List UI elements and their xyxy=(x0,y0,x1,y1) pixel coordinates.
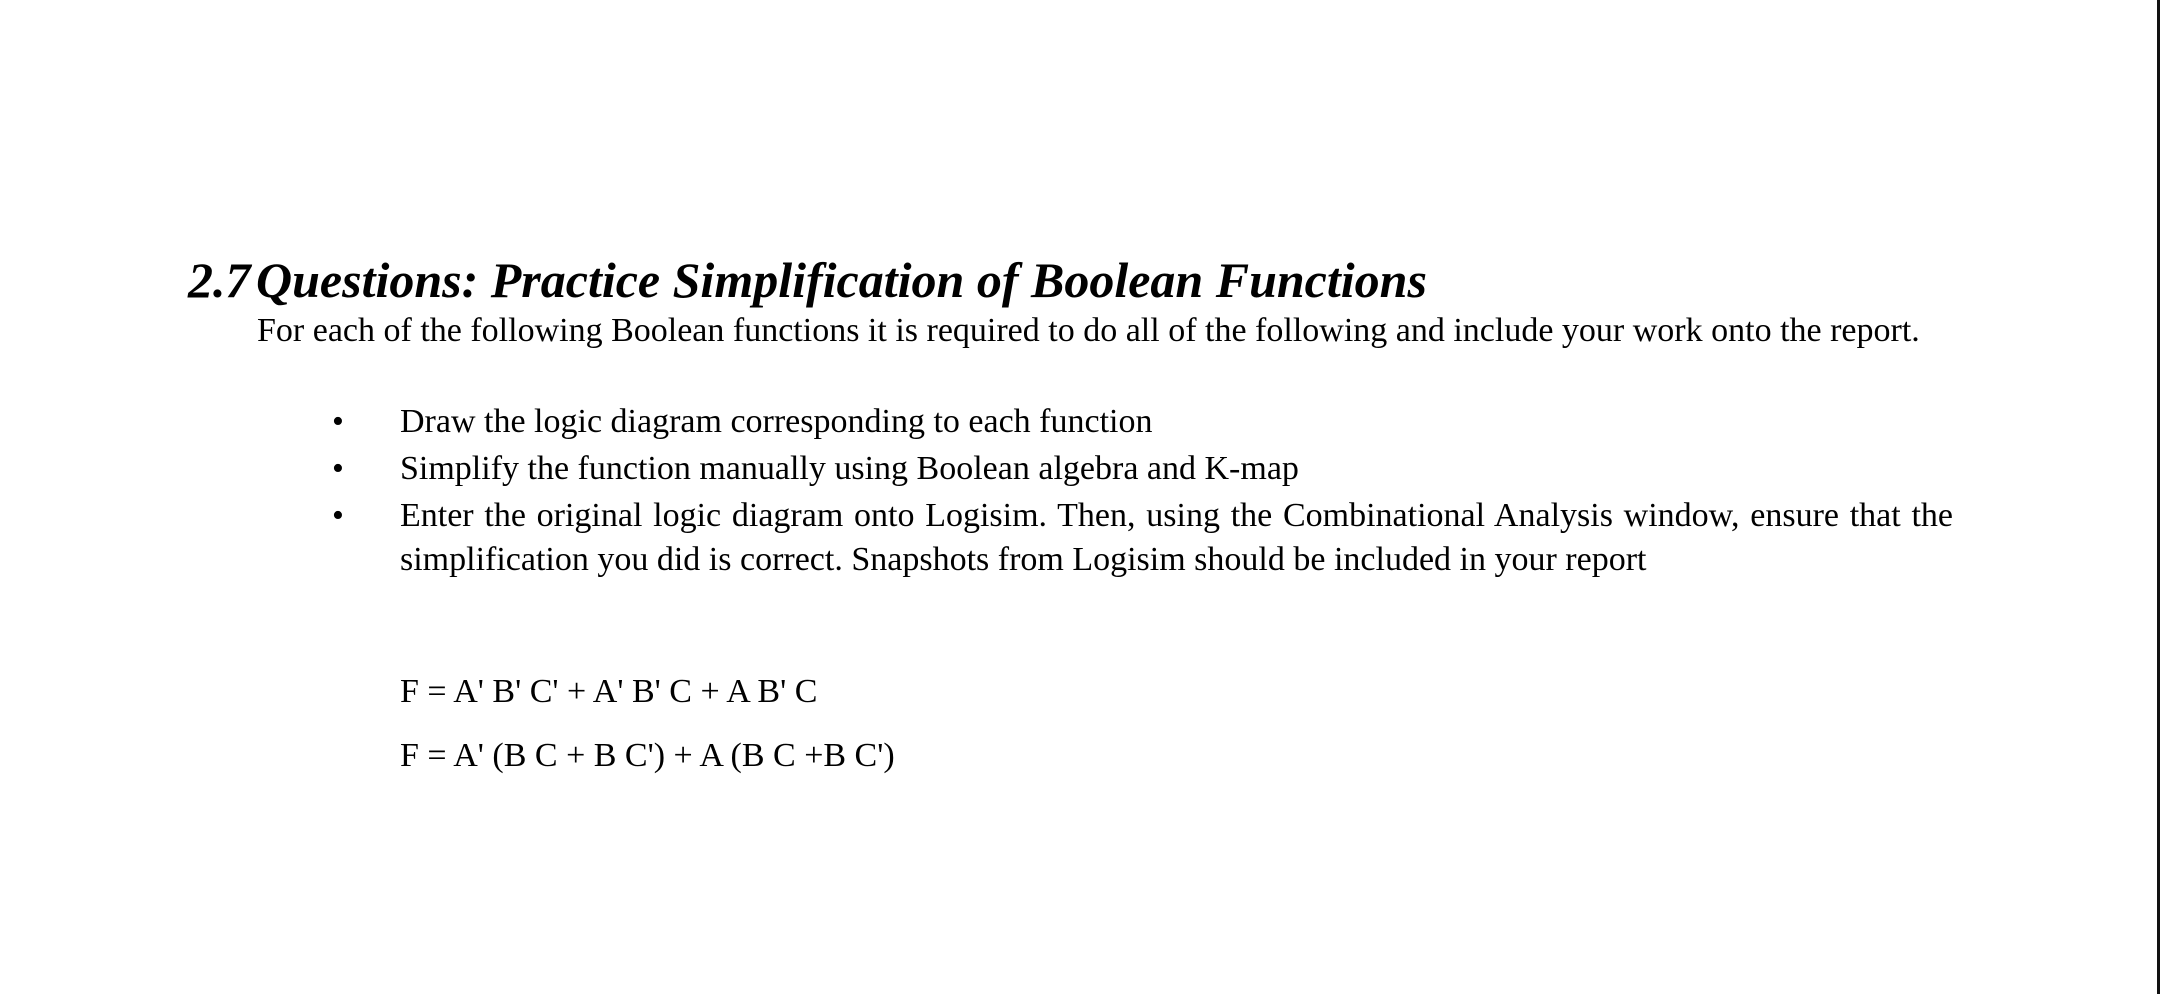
section-number: 2.7 xyxy=(188,252,251,308)
bullet-icon: • xyxy=(332,450,344,487)
section-title: Questions: Practice Simplification of Boolean Functions xyxy=(256,252,1427,308)
list-item xyxy=(257,447,1953,491)
list-item-text: Enter the original logic diagram onto Logisim. Then, using the Combinational Analysis window, ensure that the simplification you did is correct. Snapshots from Logisim should be included in your report xyxy=(400,497,1953,578)
requirements-list xyxy=(257,400,1953,585)
section-heading xyxy=(188,250,1427,310)
intro-paragraph: For each of the following Boolean functions it is required to do all of the following and include your work onto the report. xyxy=(257,312,1920,349)
equation: F = A' (B C + B C') + A (B C +B C') xyxy=(400,737,895,774)
list-item xyxy=(257,494,1953,582)
list-item xyxy=(257,400,1953,444)
bullet-icon: • xyxy=(332,403,344,440)
list-item-text: Simplify the function manually using Boolean algebra and K-map xyxy=(400,450,1299,487)
list-item-text: Draw the logic diagram corresponding to each function xyxy=(400,403,1153,440)
bullet-icon: • xyxy=(332,497,344,534)
equation: F = A' B' C' + A' B' C + A B' C xyxy=(400,673,818,710)
